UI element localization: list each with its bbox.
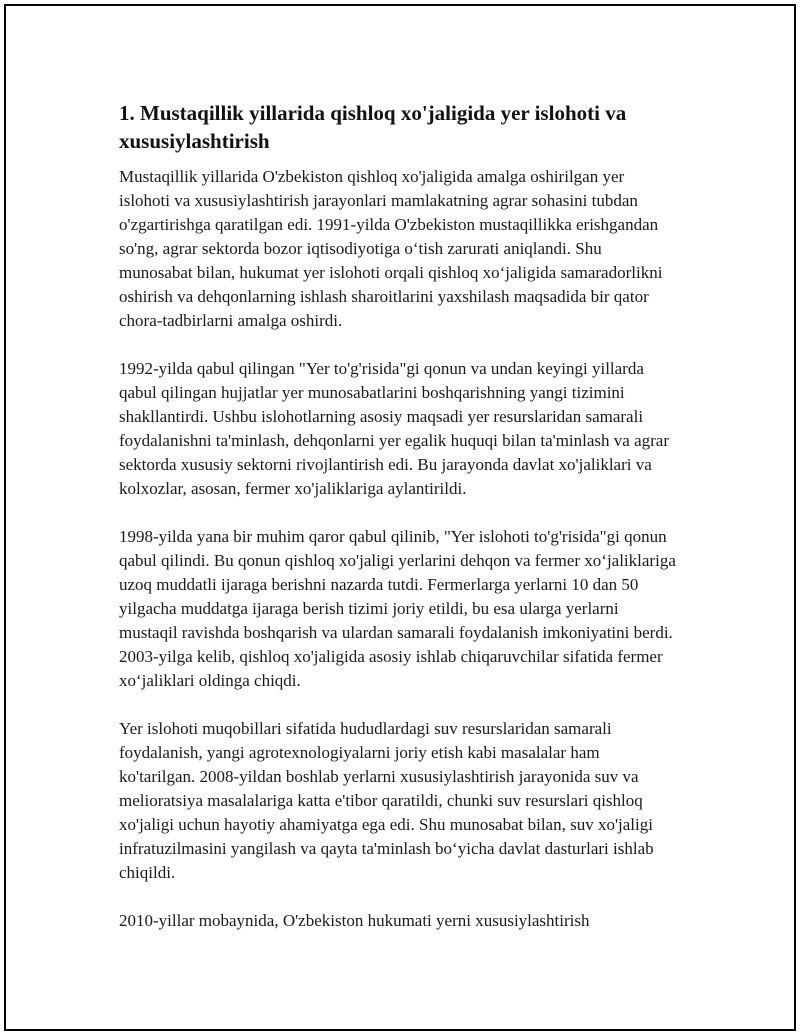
paragraph-1: Mustaqillik yillarida O'zbekiston qishloq xo'jaligida amalga oshirilgan yer islohoti va xususiylashtirish jarayonlari mamlakatning agrar sohasini tubdan o'zgartirishga qaratilgan edi. 1991-yilda O'zbekiston mustaqillikka erishgandan so'ng, agrar sektorda bozor iqtisodiyotiga o‘tish zarurati aniqlandi. Shu munosabat bilan, hukumat yer islohoti orqali qishloq xo‘jaligida samaradorlikni oshirish va dehqonlarning ishlash sharoitlarini yaxshilash maqsadida bir qator chora-tadbirlarni amalga oshirdi. xyxy=(119,167,663,330)
document-title: 1. Mustaqillik yillarida qishloq xo'jaligida yer islohoti va xususiylashtirish xyxy=(119,101,627,153)
paragraph-5: 2010-yillar mobaynida, O'zbekiston hukumati yerni xususiylashtirish xyxy=(119,911,590,930)
paragraph-4: Yer islohoti muqobillari sifatida hududlardagi suv resurslaridan samarali foydalanish, yangi agrotexnologiyalarni joriy etish kabi masalalar ham ko'tarilgan. 2008-yildan boshlab yerlarni xususiylashtirish jarayonida suv va melioratsiya masalalariga katta e'tibor qaratildi, chunki suv resurslari qishloq xo'jaligi uchun hayotiy ahamiyatga ega edi. Shu munosabat bilan, suv xo'jaligi infratuzilmasini yangilash va qayta ta'minlash bo‘yicha davlat dasturlari ishlab chiqildi. xyxy=(119,719,654,882)
paragraph-2: 1992-yilda qabul qilingan "Yer to'g'risida"gi qonun va undan keyingi yillarda qabul qilingan hujjatlar yer munosabatlarini boshqarishning yangi tizimini shakllantirdi. Ushbu islohotlarning asosiy maqsadi yer resurslaridan samarali foydalanishni ta'minlash, dehqonlarni yer egalik huquqi bilan ta'minlash va agrar sektorda xususiy sektorni rivojlantirish edi. Bu jarayonda davlat xo'jaliklari va kolxozlar, asosan, fermer xo'jaliklariga aylantirildi. xyxy=(119,359,669,498)
document-page xyxy=(4,4,796,1031)
document-body xyxy=(119,99,679,933)
paragraph-3: 1998-yilda yana bir muhim qaror qabul qilinib, "Yer islohoti to'g'risida"gi qonun qabul qilindi. Bu qonun qishloq xo'jaligi yerlarini dehqon va fermer xo‘jaliklariga uzoq muddatli ijaraga berishni nazarda tutdi. Fermerlarga yerlarni 10 dan 50 yilgacha muddatga ijaraga berish tizimi joriy etildi, bu esa ularga yerlarni mustaqil ravishda boshqarish va ulardan samarali foydalanish imkoniyatini berdi. 2003-yilga kelib, qishloq xo'jaligida asosiy ishlab chiqaruvchilar sifatida fermer xo‘jaliklari oldinga chiqdi. xyxy=(119,527,676,690)
